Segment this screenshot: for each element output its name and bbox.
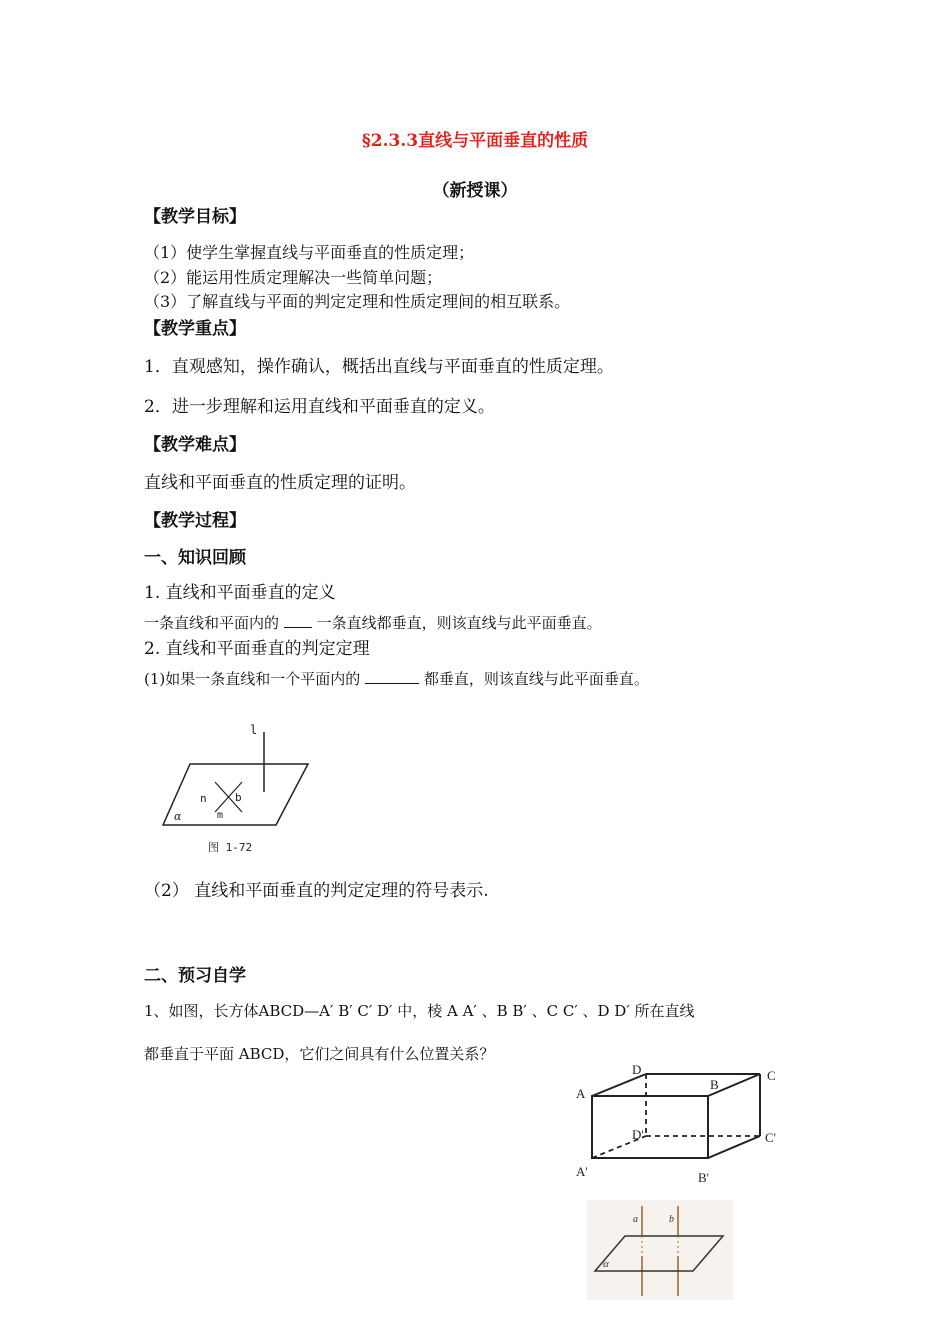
goal-item: （3）了解直线与平面的判定定理和性质定理间的相互联系。 bbox=[144, 292, 571, 311]
fill-blank-1[interactable] bbox=[284, 613, 312, 628]
label-m: m bbox=[217, 810, 224, 821]
key-point-item: 1．直观感知，操作确认，概括出直线与平面垂直的性质定理。 bbox=[144, 357, 614, 377]
q2-text-after: 都垂直，则该直线与此平面垂直。 bbox=[423, 670, 649, 688]
section1-heading: 一、知识回顾 bbox=[144, 548, 246, 568]
preview-q1-line2: 都垂直于平面 ABCD，它们之间具有什么位置关系？ bbox=[144, 1045, 495, 1063]
q2-text-before: (1)如果一条直线和一个平面内的 bbox=[144, 670, 361, 688]
figure-cuboid bbox=[570, 1058, 790, 1193]
fill-blank-2[interactable] bbox=[365, 669, 419, 684]
q1-text-before: 一条直线和平面内的 bbox=[144, 614, 280, 632]
label-n: n bbox=[200, 792, 207, 805]
process-heading: 【教学过程】 bbox=[144, 511, 246, 531]
label-A: A bbox=[576, 1086, 586, 1101]
label-C: C bbox=[767, 1068, 776, 1083]
review-q2-text bbox=[144, 668, 649, 689]
label-C1: C' bbox=[765, 1130, 777, 1145]
goal-item: （2）能运用性质定理解决一些简单问题； bbox=[144, 268, 443, 287]
difficulty-text: 直线和平面垂直的性质定理的证明。 bbox=[144, 473, 416, 493]
review-q2-title: 2. 直线和平面垂直的判定定理 bbox=[144, 639, 370, 659]
label-D1: D' bbox=[632, 1127, 644, 1142]
cuboid-front-face bbox=[592, 1096, 708, 1158]
preview-q1-line1: 1、如图，长方体ABCD—A′ B′ C′ D′ 中，棱 A A′ 、B B′ 、C C′ 、D D′ 所在直线 bbox=[144, 1002, 695, 1020]
label-alpha-2: α bbox=[603, 1258, 609, 1270]
figure-parallel-lines bbox=[587, 1200, 733, 1300]
key-point-item: 2．进一步理解和运用直线和平面垂直的定义。 bbox=[144, 397, 495, 417]
label-a: a bbox=[633, 1214, 638, 1225]
label-l: l bbox=[250, 723, 258, 737]
edge-B1-C1 bbox=[708, 1136, 760, 1158]
review-q1-text bbox=[144, 612, 602, 633]
figure-perpendicular-plane bbox=[150, 712, 330, 862]
key-points-heading: 【教学重点】 bbox=[144, 319, 246, 339]
goal-item: （1）使学生掌握直线与平面垂直的性质定理； bbox=[144, 243, 475, 262]
goals-heading: 【教学目标】 bbox=[144, 207, 246, 227]
label-b: b bbox=[235, 791, 242, 804]
label-B1: B' bbox=[698, 1170, 710, 1185]
page-subtitle: （新授课） bbox=[432, 181, 518, 201]
difficulty-heading: 【教学难点】 bbox=[144, 435, 246, 455]
label-alpha: α bbox=[174, 810, 182, 823]
label-b2: b bbox=[669, 1214, 674, 1225]
label-A1: A' bbox=[576, 1164, 588, 1179]
review-q1-title: 1. 直线和平面垂直的定义 bbox=[144, 583, 336, 603]
review-q2-symbolic: （2） 直线和平面垂直的判定定理的符号表示. bbox=[144, 881, 489, 901]
edge-A-D bbox=[592, 1074, 646, 1096]
section2-heading: 二、预习自学 bbox=[144, 966, 246, 986]
page-title: §2.3.3直线与平面垂直的性质 bbox=[361, 131, 589, 151]
figure1-caption: 图 1-72 bbox=[208, 841, 253, 854]
label-B: B bbox=[710, 1077, 719, 1092]
label-D: D bbox=[632, 1062, 642, 1077]
q1-text-after: 一条直线都垂直，则该直线与此平面垂直。 bbox=[316, 614, 602, 632]
